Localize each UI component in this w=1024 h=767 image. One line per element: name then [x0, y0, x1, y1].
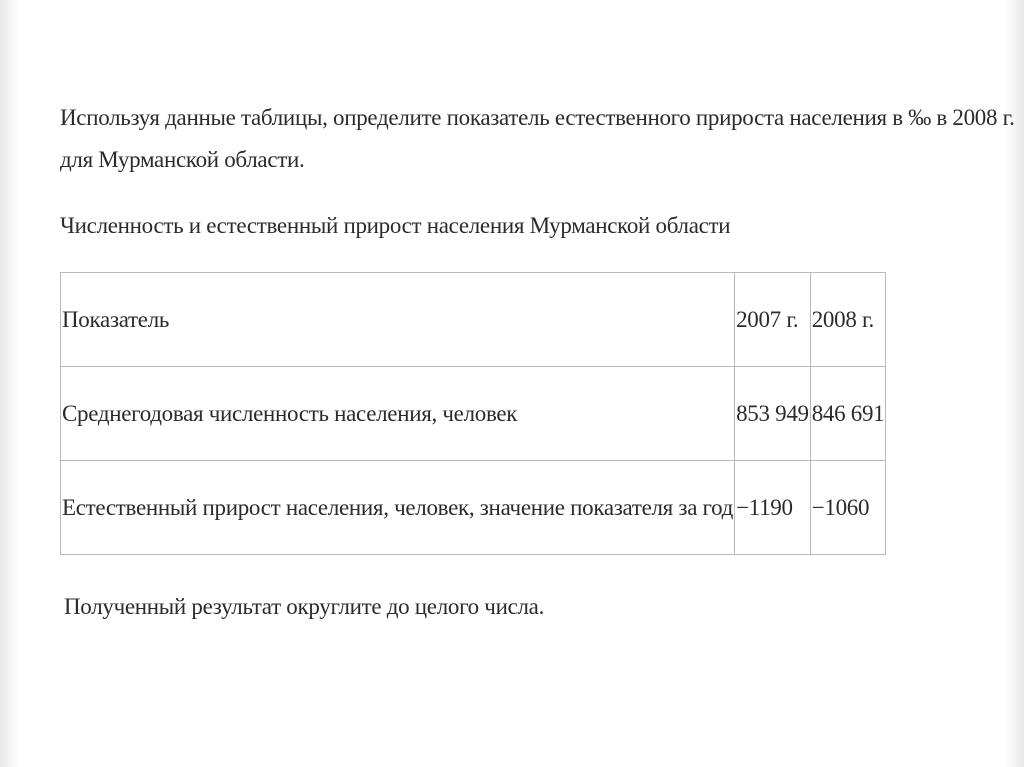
header-2008: 2008 г. — [810, 273, 886, 367]
question-text-line-2: для Мурманской области. — [60, 147, 305, 172]
cell-growth-2007: −1190 — [735, 461, 811, 555]
cell-population-2007: 853 949 — [735, 367, 811, 461]
row-label-population: Среднегодовая численность населения, человек — [61, 367, 735, 461]
header-indicator: Показатель — [61, 273, 735, 367]
population-table — [60, 272, 886, 555]
table-header-row — [61, 273, 886, 367]
question-text-line-1: Используя данные таблицы, определите показатель естественного прироста населения в ‰ в 2008 г. — [60, 105, 1015, 130]
left-edge-shadow — [0, 0, 20, 767]
row-label-natural-growth: Естественный прирост населения, человек, значение показателя за год — [61, 461, 735, 555]
table-caption: Численность и естественный прирост населения Мурманской области — [60, 213, 731, 238]
cell-population-2008: 846 691 — [810, 367, 886, 461]
table-row — [61, 461, 886, 555]
footer-note: Полученный результат округлите до целого числа. — [64, 594, 545, 619]
table-row — [61, 367, 886, 461]
cell-growth-2008: −1060 — [810, 461, 886, 555]
header-2007: 2007 г. — [735, 273, 811, 367]
